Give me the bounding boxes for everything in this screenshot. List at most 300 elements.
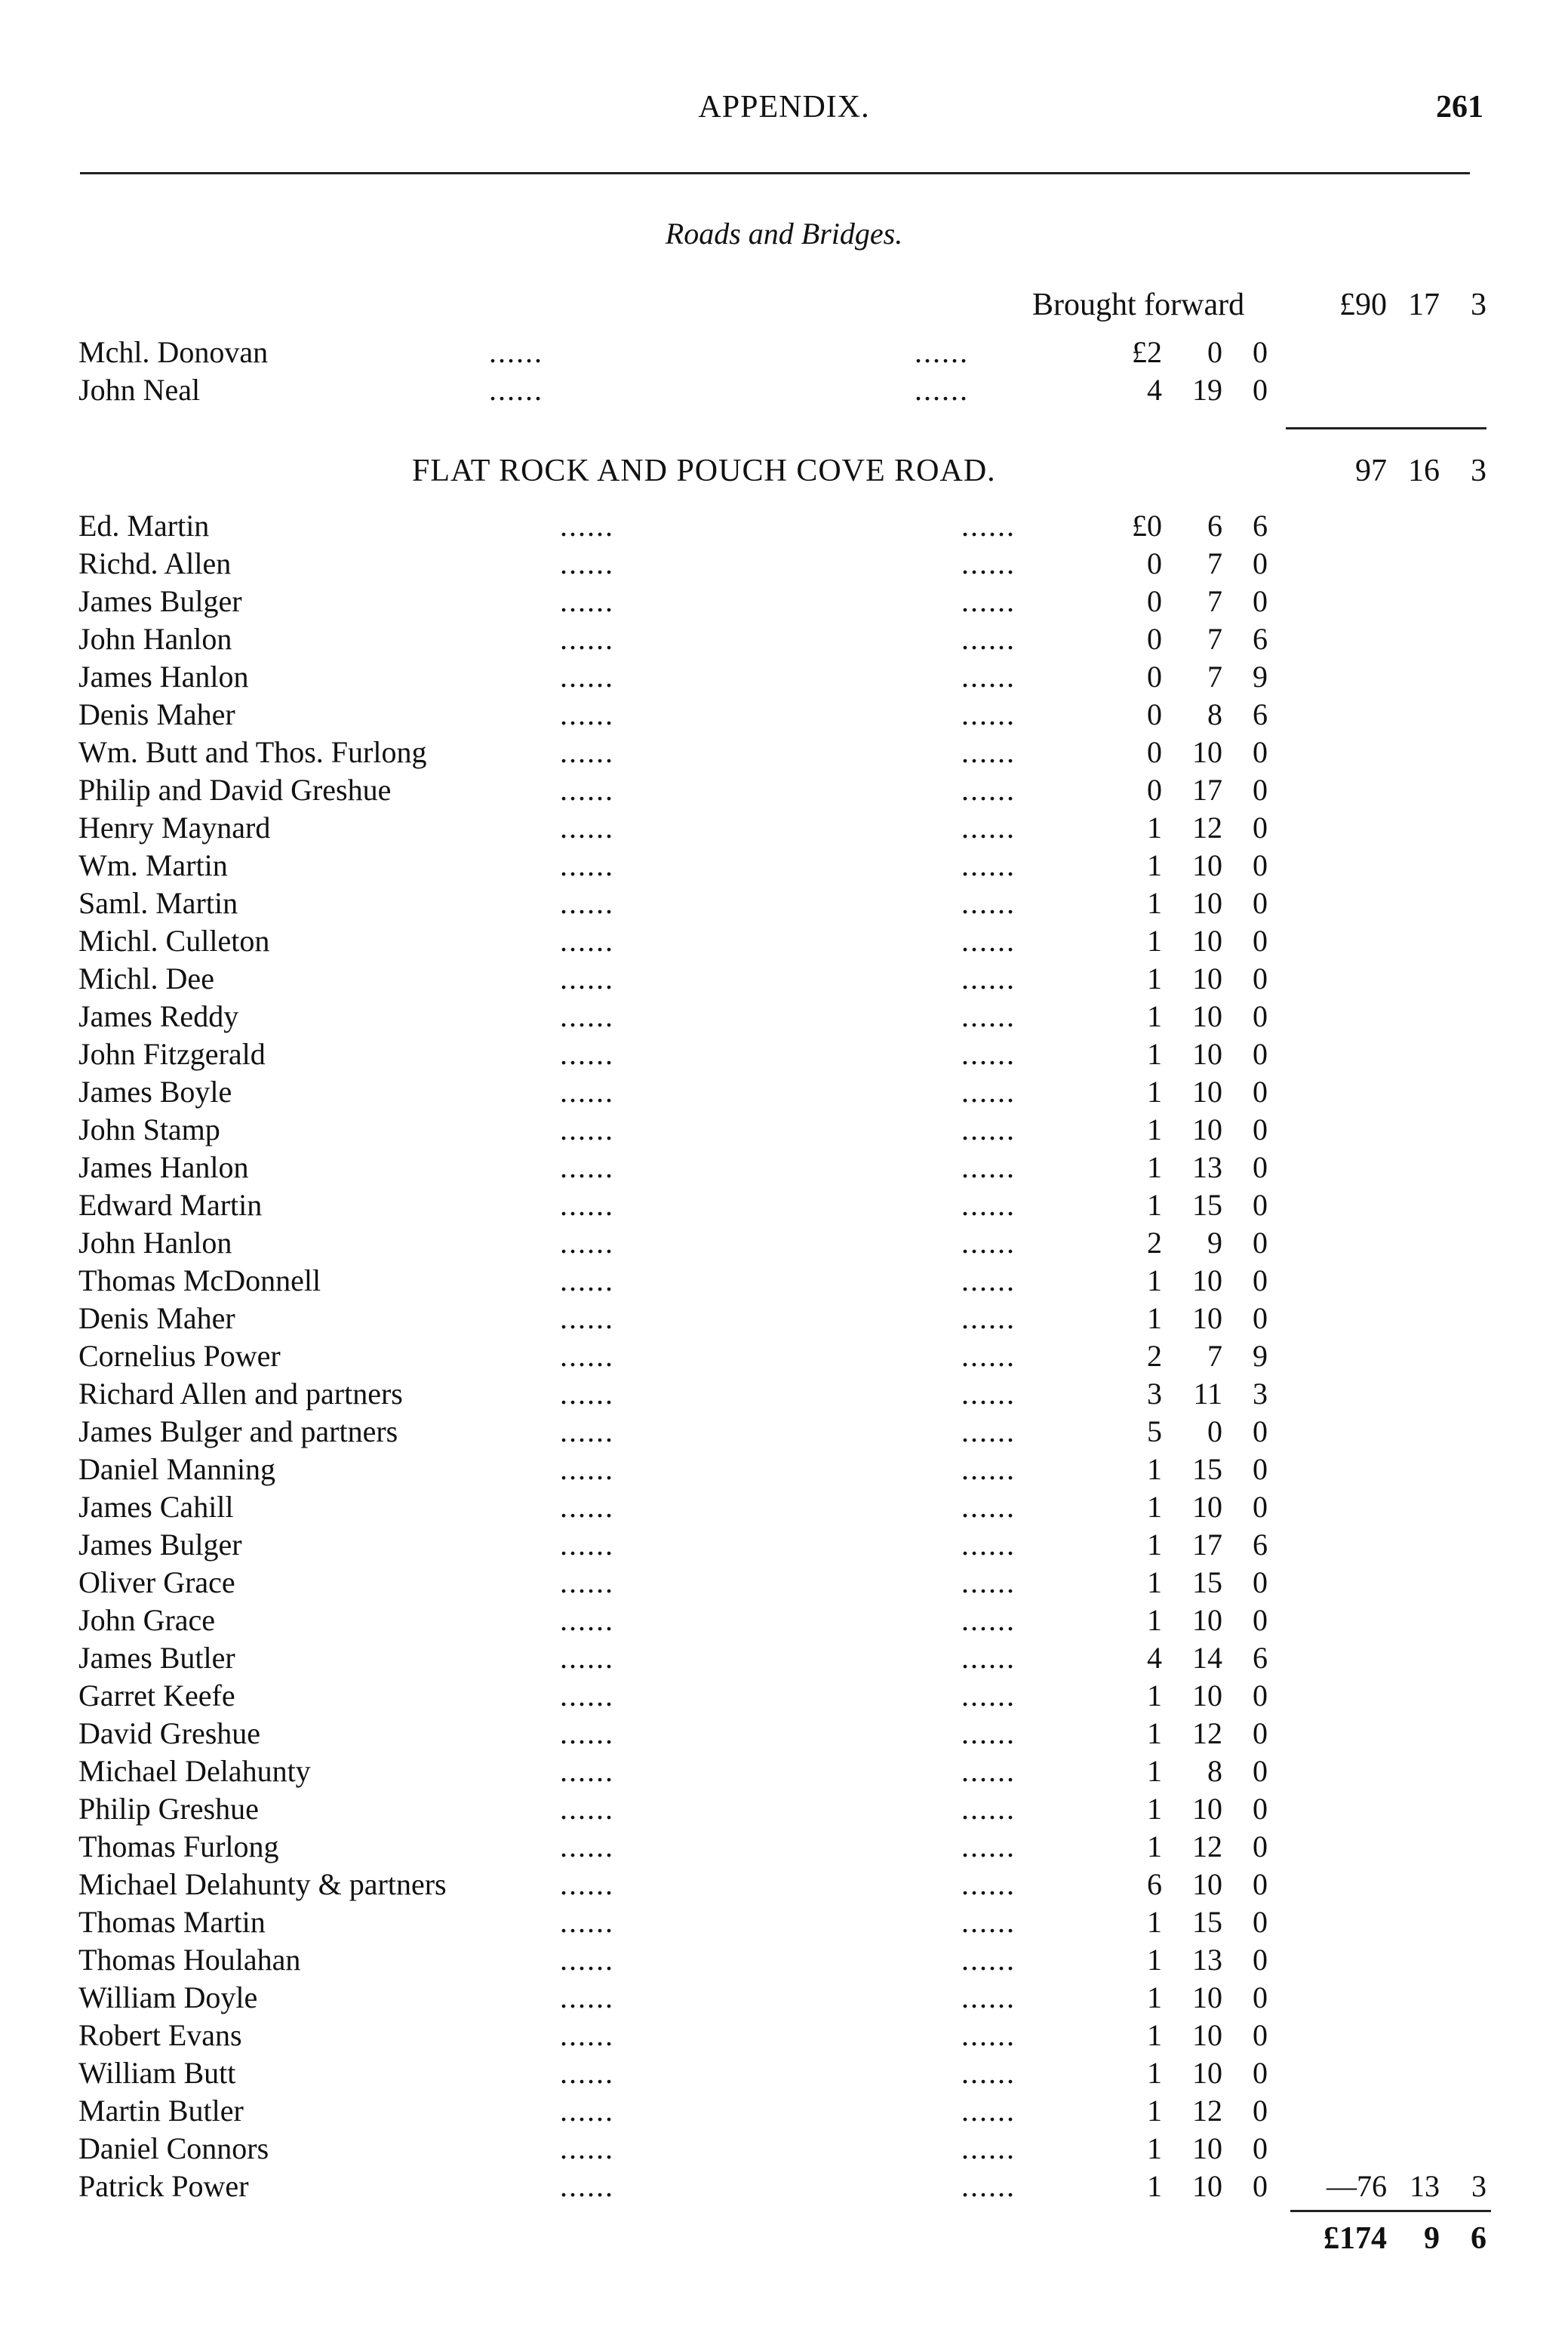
- leader-dots: ......: [560, 1641, 614, 1675]
- amount-pence: 0: [1253, 1414, 1268, 1448]
- amount-pence: 0: [1253, 1226, 1268, 1260]
- payee-name: John Hanlon: [78, 622, 232, 656]
- ledger-row: [0, 809, 1568, 847]
- amount-pounds: 3: [1147, 1377, 1162, 1411]
- amount-pence: 0: [1253, 1943, 1268, 1977]
- amount-shillings: 6: [1207, 509, 1222, 543]
- amount-pence: 0: [1253, 1829, 1268, 1863]
- amount-pence: 0: [1253, 1452, 1268, 1486]
- leader-dots: ......: [961, 509, 1016, 543]
- leader-dots: ......: [560, 2056, 614, 2090]
- payee-name: James Cahill: [78, 1490, 234, 1524]
- payee-name: Wm. Butt and Thos. Furlong: [78, 735, 427, 769]
- running-head: [0, 89, 1568, 134]
- amount-shillings: 7: [1207, 1339, 1222, 1373]
- leader-dots: ......: [560, 546, 614, 580]
- payee-name: John Neal: [78, 373, 201, 407]
- amount-pounds: 1: [1147, 999, 1162, 1033]
- leader-dots: ......: [961, 773, 1016, 807]
- amount-pounds: 2: [1147, 1226, 1162, 1260]
- leader-dots: ......: [560, 1150, 614, 1184]
- amount-pounds: 1: [1147, 811, 1162, 845]
- amount-pounds: 1: [1147, 2094, 1162, 2128]
- ledger-row: [0, 1413, 1568, 1451]
- amount-pounds: 1: [1147, 2018, 1162, 2052]
- amount-shillings: 10: [1192, 1112, 1222, 1146]
- amount-pence: 0: [1253, 2169, 1268, 2203]
- leader-dots: ......: [961, 2169, 1016, 2203]
- amount-pounds: 1: [1147, 1490, 1162, 1524]
- leader-dots: ......: [489, 335, 543, 369]
- amount-pounds: 1: [1147, 1263, 1162, 1297]
- payee-name: William Butt: [78, 2056, 236, 2090]
- amount-pence: 0: [1253, 1150, 1268, 1184]
- amount-pence: 0: [1253, 811, 1268, 845]
- ledger-row: [0, 1526, 1568, 1564]
- amount-pence: 0: [1253, 735, 1268, 769]
- leader-dots: ......: [961, 2056, 1016, 2090]
- leader-dots: ......: [560, 660, 614, 694]
- leader-dots: ......: [961, 1980, 1016, 2014]
- amount-pounds: 1: [1147, 1075, 1162, 1109]
- amount-shillings: 9: [1207, 1226, 1222, 1260]
- amount-pence: 0: [1253, 1112, 1268, 1146]
- amount-shillings: 15: [1192, 1905, 1222, 1939]
- ledger-row: [0, 583, 1568, 620]
- road-title: FLAT ROCK AND POUCH COVE ROAD.: [412, 454, 996, 488]
- leader-dots: ......: [560, 773, 614, 807]
- ledger-row: [0, 1451, 1568, 1488]
- payee-name: Saml. Martin: [78, 886, 238, 920]
- amount-pence: 0: [1253, 1679, 1268, 1712]
- payee-name: Martin Butler: [78, 2094, 244, 2128]
- amount-shillings: 12: [1192, 811, 1222, 845]
- amount-shillings: 15: [1192, 1565, 1222, 1599]
- leader-dots: ......: [560, 1603, 614, 1637]
- payee-name: Cornelius Power: [78, 1339, 281, 1373]
- payee-name: Michl. Dee: [78, 962, 214, 995]
- amount-pence: 0: [1253, 1263, 1268, 1297]
- amount-shillings: 10: [1192, 1679, 1222, 1712]
- grand-total-shillings: 9: [1424, 2221, 1440, 2256]
- amount-pounds: 0: [1147, 622, 1162, 656]
- amount-shillings: 10: [1192, 2018, 1222, 2052]
- ledger-row: [0, 658, 1568, 696]
- amount-pence: 0: [1253, 1716, 1268, 1750]
- amount-pence: 3: [1253, 1377, 1268, 1411]
- amount-shillings: 15: [1192, 1188, 1222, 1222]
- ledger-row: [0, 620, 1568, 658]
- amount-pence: 0: [1253, 1075, 1268, 1109]
- amount-pounds: 1: [1147, 1603, 1162, 1637]
- subtotal-pounds: 97: [1355, 454, 1387, 488]
- ledger-row: [0, 1828, 1568, 1866]
- amount-shillings: 10: [1192, 999, 1222, 1033]
- leader-dots: ......: [961, 1377, 1016, 1411]
- payee-name: Michl. Culleton: [78, 924, 270, 958]
- amount-pence: 6: [1253, 697, 1268, 731]
- amount-shillings: 13: [1192, 1150, 1222, 1184]
- amount-shillings: 17: [1192, 1528, 1222, 1562]
- ledger-row: [0, 998, 1568, 1035]
- payee-name: James Reddy: [78, 999, 239, 1033]
- page-number: 261: [1436, 90, 1483, 125]
- leader-dots: ......: [560, 509, 614, 543]
- amount-shillings: 10: [1192, 886, 1222, 920]
- payee-name: Michael Delahunty & partners: [78, 1867, 447, 1901]
- leader-dots: ......: [961, 1679, 1016, 1712]
- leader-dots: ......: [961, 660, 1016, 694]
- payee-name: Richd. Allen: [78, 546, 232, 580]
- ledger-row: [0, 1639, 1568, 1677]
- ledger-row: [0, 734, 1568, 771]
- payee-name: Wm. Martin: [78, 848, 228, 882]
- amount-shillings: 10: [1192, 2169, 1222, 2203]
- payee-name: Daniel Connors: [78, 2131, 269, 2165]
- amount-pence: 6: [1253, 622, 1268, 656]
- amount-shillings: 10: [1192, 1603, 1222, 1637]
- ledger-row: [0, 2130, 1568, 2168]
- amount-shillings: 10: [1192, 735, 1222, 769]
- amount-pence: 0: [1253, 1754, 1268, 1788]
- leader-dots: ......: [560, 1188, 614, 1222]
- amount-pence: 0: [1253, 373, 1268, 407]
- total-rule: [1290, 2210, 1491, 2212]
- payee-name: Ed. Martin: [78, 509, 210, 543]
- amount-pounds: 0: [1147, 773, 1162, 807]
- ledger-row: [0, 2168, 1568, 2205]
- leader-dots: ......: [961, 584, 1016, 618]
- payee-name: Denis Maher: [78, 697, 235, 731]
- amount-pence: 0: [1253, 1188, 1268, 1222]
- leader-dots: ......: [961, 848, 1016, 882]
- ledger-row: [0, 922, 1568, 960]
- ledger-row: [0, 334, 1568, 371]
- leader-dots: ......: [961, 622, 1016, 656]
- leader-dots: ......: [961, 1641, 1016, 1675]
- amount-pounds: 2: [1147, 1339, 1162, 1373]
- leader-dots: ......: [560, 1829, 614, 1863]
- leader-dots: ......: [560, 1980, 614, 2014]
- amount-shillings: 10: [1192, 962, 1222, 995]
- leader-dots: ......: [560, 697, 614, 731]
- payee-name: James Boyle: [78, 1075, 232, 1109]
- subtotal-pence: 3: [1471, 454, 1487, 488]
- amount-pounds: 1: [1147, 1188, 1162, 1222]
- leader-dots: ......: [560, 1301, 614, 1335]
- payee-name: Thomas Furlong: [78, 1829, 279, 1863]
- amount-pence: 0: [1253, 1301, 1268, 1335]
- amount-pence: 0: [1253, 886, 1268, 920]
- leader-dots: ......: [961, 1565, 1016, 1599]
- leader-dots: ......: [560, 1905, 614, 1939]
- leader-dots: ......: [560, 1716, 614, 1750]
- amount-pounds: 1: [1147, 1037, 1162, 1071]
- ledger-row: [0, 545, 1568, 583]
- amount-shillings: 17: [1192, 773, 1222, 807]
- leader-dots: ......: [961, 999, 1016, 1033]
- amount-shillings: 0: [1207, 1414, 1222, 1448]
- amount-shillings: 7: [1207, 584, 1222, 618]
- ledger-row: [0, 1866, 1568, 1903]
- payee-name: Thomas Martin: [78, 1905, 266, 1939]
- amount-pence: 0: [1253, 2131, 1268, 2165]
- amount-shillings: 7: [1207, 622, 1222, 656]
- amount-shillings: 11: [1193, 1377, 1222, 1411]
- ledger-row: [0, 1262, 1568, 1300]
- payee-name: Robert Evans: [78, 2018, 242, 2052]
- leader-dots: ......: [961, 1603, 1016, 1637]
- amount-pounds: 1: [1147, 924, 1162, 958]
- ledger-row: [0, 371, 1568, 409]
- payee-name: Philip and David Greshue: [78, 773, 392, 807]
- ledger-row: [0, 1715, 1568, 1752]
- brought-forward-label: Brought forward: [1032, 288, 1245, 322]
- ledger-row: [0, 771, 1568, 809]
- leader-dots: ......: [961, 962, 1016, 995]
- ledger-row: [0, 507, 1568, 545]
- payee-name: Philip Greshue: [78, 1792, 259, 1826]
- payee-name: Michael Delahunty: [78, 1754, 311, 1788]
- amount-shillings: 7: [1207, 660, 1222, 694]
- payee-name: Patrick Power: [78, 2169, 249, 2203]
- leader-dots: ......: [560, 1226, 614, 1260]
- leader-dots: ......: [961, 697, 1016, 731]
- amount-pence: 0: [1253, 924, 1268, 958]
- amount-pence: 0: [1253, 584, 1268, 618]
- leader-dots: ......: [560, 1112, 614, 1146]
- subtotal-shillings: 16: [1408, 454, 1440, 488]
- leader-dots: ......: [560, 1867, 614, 1901]
- amount-pence: 0: [1253, 1603, 1268, 1637]
- leader-dots: ......: [961, 1528, 1016, 1562]
- payee-name: John Fitzgerald: [78, 1037, 266, 1071]
- amount-pounds: 1: [1147, 1528, 1162, 1562]
- leader-dots: ......: [961, 1112, 1016, 1146]
- ledger-row: [0, 1564, 1568, 1602]
- amount-shillings: 0: [1207, 335, 1222, 369]
- amount-shillings: 10: [1192, 1263, 1222, 1297]
- leader-dots: ......: [915, 335, 969, 369]
- ledger-row: [0, 2054, 1568, 2092]
- amount-shillings: 14: [1192, 1641, 1222, 1675]
- leader-dots: ......: [560, 848, 614, 882]
- leader-dots: ......: [560, 1754, 614, 1788]
- leader-dots: ......: [961, 735, 1016, 769]
- ledger-row: [0, 1337, 1568, 1375]
- payee-name: Thomas Houlahan: [78, 1943, 301, 1977]
- leader-dots: ......: [961, 1263, 1016, 1297]
- leader-dots: ......: [961, 1754, 1016, 1788]
- leader-dots: ......: [961, 1905, 1016, 1939]
- payee-name: James Hanlon: [78, 660, 249, 694]
- leader-dots: ......: [560, 2094, 614, 2128]
- amount-pounds: 1: [1147, 2131, 1162, 2165]
- leader-dots: ......: [560, 886, 614, 920]
- amount-pence: 6: [1253, 509, 1268, 543]
- leader-dots: ......: [961, 1716, 1016, 1750]
- leader-dots: ......: [961, 1037, 1016, 1071]
- amount-pounds: £2: [1132, 335, 1162, 369]
- subtotal-rule: [1286, 427, 1487, 429]
- ledger-row: [0, 1602, 1568, 1639]
- amount-shillings: 10: [1192, 1980, 1222, 2014]
- ledger-row: [0, 1790, 1568, 1828]
- leader-dots: ......: [961, 924, 1016, 958]
- leader-dots: ......: [961, 1188, 1016, 1222]
- leader-dots: ......: [560, 622, 614, 656]
- amount-pence: 0: [1253, 2056, 1268, 2090]
- ledger-row: [0, 696, 1568, 734]
- amount-pounds: 1: [1147, 962, 1162, 995]
- amount-pounds: 1: [1147, 1716, 1162, 1750]
- payee-name: James Hanlon: [78, 1150, 249, 1184]
- ledger-row: [0, 1300, 1568, 1337]
- payee-name: James Butler: [78, 1641, 235, 1675]
- payee-name: John Stamp: [78, 1112, 220, 1146]
- ledger-row: [0, 1979, 1568, 2017]
- leader-dots: ......: [915, 373, 969, 407]
- leader-dots: ......: [560, 1377, 614, 1411]
- amount-pounds: 4: [1147, 1641, 1162, 1675]
- amount-pence: 0: [1253, 1905, 1268, 1939]
- amount-shillings: 8: [1207, 697, 1222, 731]
- ledger-row: [0, 1186, 1568, 1224]
- amount-pounds: 1: [1147, 1679, 1162, 1712]
- section-title: Roads and Bridges.: [665, 217, 903, 251]
- amount-pounds: 1: [1147, 2169, 1162, 2203]
- running-title: APPENDIX.: [698, 90, 870, 125]
- ledger-row: [0, 1224, 1568, 1262]
- amount-pounds: 1: [1147, 848, 1162, 882]
- payee-name: Thomas McDonnell: [78, 1263, 321, 1297]
- subtotal-pence: 3: [1471, 2169, 1487, 2203]
- amount-shillings: 12: [1192, 2094, 1222, 2128]
- leader-dots: ......: [961, 2131, 1016, 2165]
- amount-shillings: 10: [1192, 1075, 1222, 1109]
- payee-name: James Bulger: [78, 1528, 242, 1562]
- leader-dots: ......: [560, 1565, 614, 1599]
- leader-dots: ......: [560, 1037, 614, 1071]
- amount-pence: 6: [1253, 1641, 1268, 1675]
- leader-dots: ......: [560, 1075, 614, 1109]
- amount-pounds: 1: [1147, 1943, 1162, 1977]
- brought-forward-pounds: £90: [1339, 288, 1387, 322]
- leader-dots: ......: [961, 1301, 1016, 1335]
- amount-shillings: 12: [1192, 1829, 1222, 1863]
- leader-dots: ......: [489, 373, 543, 407]
- amount-pounds: 0: [1147, 660, 1162, 694]
- amount-shillings: 10: [1192, 924, 1222, 958]
- amount-pence: 0: [1253, 2018, 1268, 2052]
- leader-dots: ......: [961, 1150, 1016, 1184]
- ledger-row: [0, 2017, 1568, 2054]
- amount-shillings: 8: [1207, 1754, 1222, 1788]
- amount-pence: 0: [1253, 1792, 1268, 1826]
- amount-pounds: 1: [1147, 1150, 1162, 1184]
- payee-name: Henry Maynard: [78, 811, 271, 845]
- amount-shillings: 10: [1192, 1792, 1222, 1826]
- leader-dots: ......: [560, 1339, 614, 1373]
- header-rule: [80, 172, 1470, 174]
- payee-name: Oliver Grace: [78, 1565, 235, 1599]
- payee-name: John Grace: [78, 1603, 216, 1637]
- payee-name: William Doyle: [78, 1980, 258, 2014]
- leader-dots: ......: [961, 1452, 1016, 1486]
- amount-pounds: 1: [1147, 1980, 1162, 2014]
- leader-dots: ......: [961, 2094, 1016, 2128]
- leader-dots: ......: [961, 1829, 1016, 1863]
- amount-pence: 0: [1253, 546, 1268, 580]
- ledger-row: [0, 885, 1568, 922]
- amount-pence: 9: [1253, 1339, 1268, 1373]
- amount-pounds: 0: [1147, 546, 1162, 580]
- amount-shillings: 19: [1192, 373, 1222, 407]
- leader-dots: ......: [560, 1792, 614, 1826]
- amount-shillings: 15: [1192, 1452, 1222, 1486]
- ledger-row: [0, 1111, 1568, 1149]
- payee-name: Daniel Manning: [78, 1452, 276, 1486]
- leader-dots: ......: [560, 811, 614, 845]
- amount-shillings: 10: [1192, 1490, 1222, 1524]
- leader-dots: ......: [961, 1075, 1016, 1109]
- leader-dots: ......: [560, 2131, 614, 2165]
- amount-pounds: 1: [1147, 1452, 1162, 1486]
- amount-pounds: 1: [1147, 2056, 1162, 2090]
- payee-name: Edward Martin: [78, 1188, 263, 1222]
- ledger-row: [0, 1488, 1568, 1526]
- amount-shillings: 13: [1192, 1943, 1222, 1977]
- amount-pence: 0: [1253, 1980, 1268, 2014]
- amount-pounds: 4: [1147, 373, 1162, 407]
- amount-pounds: 1: [1147, 1829, 1162, 1863]
- amount-pounds: 1: [1147, 1905, 1162, 1939]
- payee-name: Richard Allen and partners: [78, 1377, 403, 1411]
- amount-pounds: 1: [1147, 1112, 1162, 1146]
- payee-name: Garret Keefe: [78, 1679, 235, 1712]
- leader-dots: ......: [961, 1226, 1016, 1260]
- amount-shillings: 10: [1192, 2131, 1222, 2165]
- amount-pence: 0: [1253, 335, 1268, 369]
- leader-dots: ......: [961, 1943, 1016, 1977]
- brought-forward-shillings: 17: [1408, 288, 1440, 322]
- ledger-row: [0, 1752, 1568, 1790]
- leader-dots: ......: [560, 1679, 614, 1712]
- amount-pounds: 1: [1147, 1754, 1162, 1788]
- amount-pence: 0: [1253, 773, 1268, 807]
- leader-dots: ......: [961, 1414, 1016, 1448]
- payee-name: Denis Maher: [78, 1301, 235, 1335]
- ledger-row: [0, 960, 1568, 998]
- amount-shillings: 10: [1192, 1867, 1222, 1901]
- amount-shillings: 10: [1192, 1037, 1222, 1071]
- leader-dots: ......: [560, 1943, 614, 1977]
- amount-pence: 0: [1253, 999, 1268, 1033]
- leader-dots: ......: [961, 886, 1016, 920]
- leader-dots: ......: [560, 1490, 614, 1524]
- leader-dots: ......: [961, 1490, 1016, 1524]
- amount-pounds: £0: [1132, 509, 1162, 543]
- leader-dots: ......: [560, 584, 614, 618]
- brought-forward-row: [0, 287, 1568, 326]
- road-heading-row: [0, 450, 1568, 492]
- amount-pounds: 0: [1147, 697, 1162, 731]
- brought-forward-pence: 3: [1471, 288, 1487, 322]
- payee-name: David Greshue: [78, 1716, 261, 1750]
- ledger-row: [0, 847, 1568, 885]
- leader-dots: ......: [560, 1452, 614, 1486]
- amount-pence: 0: [1253, 1565, 1268, 1599]
